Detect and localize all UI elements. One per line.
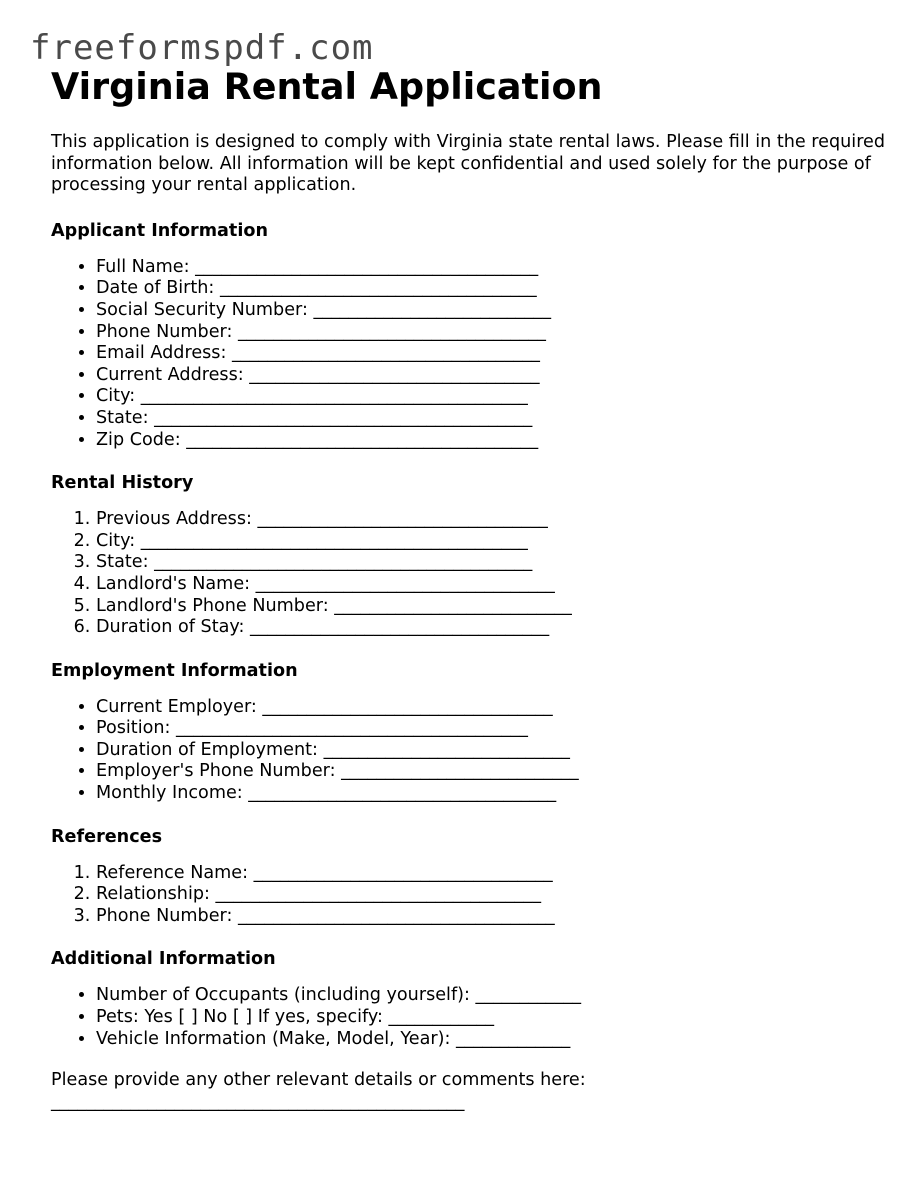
field-reference-name[interactable]: 1. Reference Name: __________________________________ bbox=[96, 863, 891, 885]
field-date-of-birth[interactable]: • Date of Birth: ____________________________________ bbox=[96, 278, 891, 300]
field-full-name[interactable]: • Full Name: _______________________________________ bbox=[96, 257, 891, 279]
comments-prompt: Please provide any other relevant details or comments here: bbox=[51, 1070, 586, 1091]
references-field-list bbox=[51, 863, 891, 928]
field-relationship[interactable]: 2. Relationship: _____________________________________ bbox=[96, 884, 891, 906]
field-vehicle-information[interactable]: • Vehicle Information (Make, Model, Year): _____________ bbox=[96, 1029, 891, 1051]
comments-line[interactable]: _______________________________________________ bbox=[51, 1091, 465, 1112]
intro-paragraph: This application is designed to comply with Virginia state rental laws. Please fill in the required information below. All information will be kept confidential and used solely for the purpose of processing your rental application. bbox=[51, 132, 886, 196]
section-heading-rental-history: Rental History bbox=[51, 473, 194, 494]
page-title: Virginia Rental Application bbox=[51, 65, 603, 108]
additional-information-section bbox=[51, 947, 891, 1050]
field-phone-number[interactable]: • Phone Number: ___________________________________ bbox=[96, 322, 891, 344]
applicant-information-section bbox=[51, 219, 891, 451]
employment-information-section bbox=[51, 659, 891, 805]
field-current-employer[interactable]: • Current Employer: _________________________________ bbox=[96, 697, 891, 719]
field-email-address[interactable]: • Email Address: ___________________________________ bbox=[96, 343, 891, 365]
applicant-field-list bbox=[51, 257, 891, 451]
field-current-address[interactable]: • Current Address: _________________________________ bbox=[96, 365, 891, 387]
employment-field-list bbox=[51, 697, 891, 805]
section-heading-applicant: Applicant Information bbox=[51, 220, 268, 241]
field-pets[interactable]: • Pets: Yes [ ] No [ ] If yes, specify: ____________ bbox=[96, 1007, 891, 1029]
document-body bbox=[51, 62, 891, 1113]
field-landlord-phone[interactable]: 5. Landlord's Phone Number: ___________________________ bbox=[96, 596, 891, 618]
field-landlord-name[interactable]: 4. Landlord's Name: __________________________________ bbox=[96, 574, 891, 596]
section-heading-additional: Additional Information bbox=[51, 949, 276, 970]
section-heading-references: References bbox=[51, 826, 163, 847]
rental-history-section bbox=[51, 471, 891, 639]
section-heading-employment: Employment Information bbox=[51, 660, 298, 681]
watermark-text: freeformspdf.com bbox=[30, 28, 374, 68]
field-zip-code[interactable]: • Zip Code: ________________________________________ bbox=[96, 430, 891, 452]
field-number-of-occupants[interactable]: • Number of Occupants (including yourself): ____________ bbox=[96, 985, 891, 1007]
field-previous-address[interactable]: 1. Previous Address: _________________________________ bbox=[96, 509, 891, 531]
field-position[interactable]: • Position: ________________________________________ bbox=[96, 718, 891, 740]
references-section bbox=[51, 825, 891, 928]
field-ssn[interactable]: • Social Security Number: ___________________________ bbox=[96, 300, 891, 322]
field-duration-of-stay[interactable]: 6. Duration of Stay: __________________________________ bbox=[96, 617, 891, 639]
field-reference-phone[interactable]: 3. Phone Number: ____________________________________ bbox=[96, 906, 891, 928]
field-monthly-income[interactable]: • Monthly Income: ___________________________________ bbox=[96, 783, 891, 805]
field-state[interactable]: • State: ___________________________________________ bbox=[96, 408, 891, 430]
field-employer-phone[interactable]: • Employer's Phone Number: ___________________________ bbox=[96, 761, 891, 783]
field-previous-city[interactable]: 2. City: ____________________________________________ bbox=[96, 531, 891, 553]
field-city[interactable]: • City: ____________________________________________ bbox=[96, 386, 891, 408]
rental-history-field-list bbox=[51, 509, 891, 639]
field-duration-of-employment[interactable]: • Duration of Employment: ____________________________ bbox=[96, 740, 891, 762]
additional-field-list bbox=[51, 985, 891, 1050]
field-previous-state[interactable]: 3. State: ___________________________________________ bbox=[96, 552, 891, 574]
